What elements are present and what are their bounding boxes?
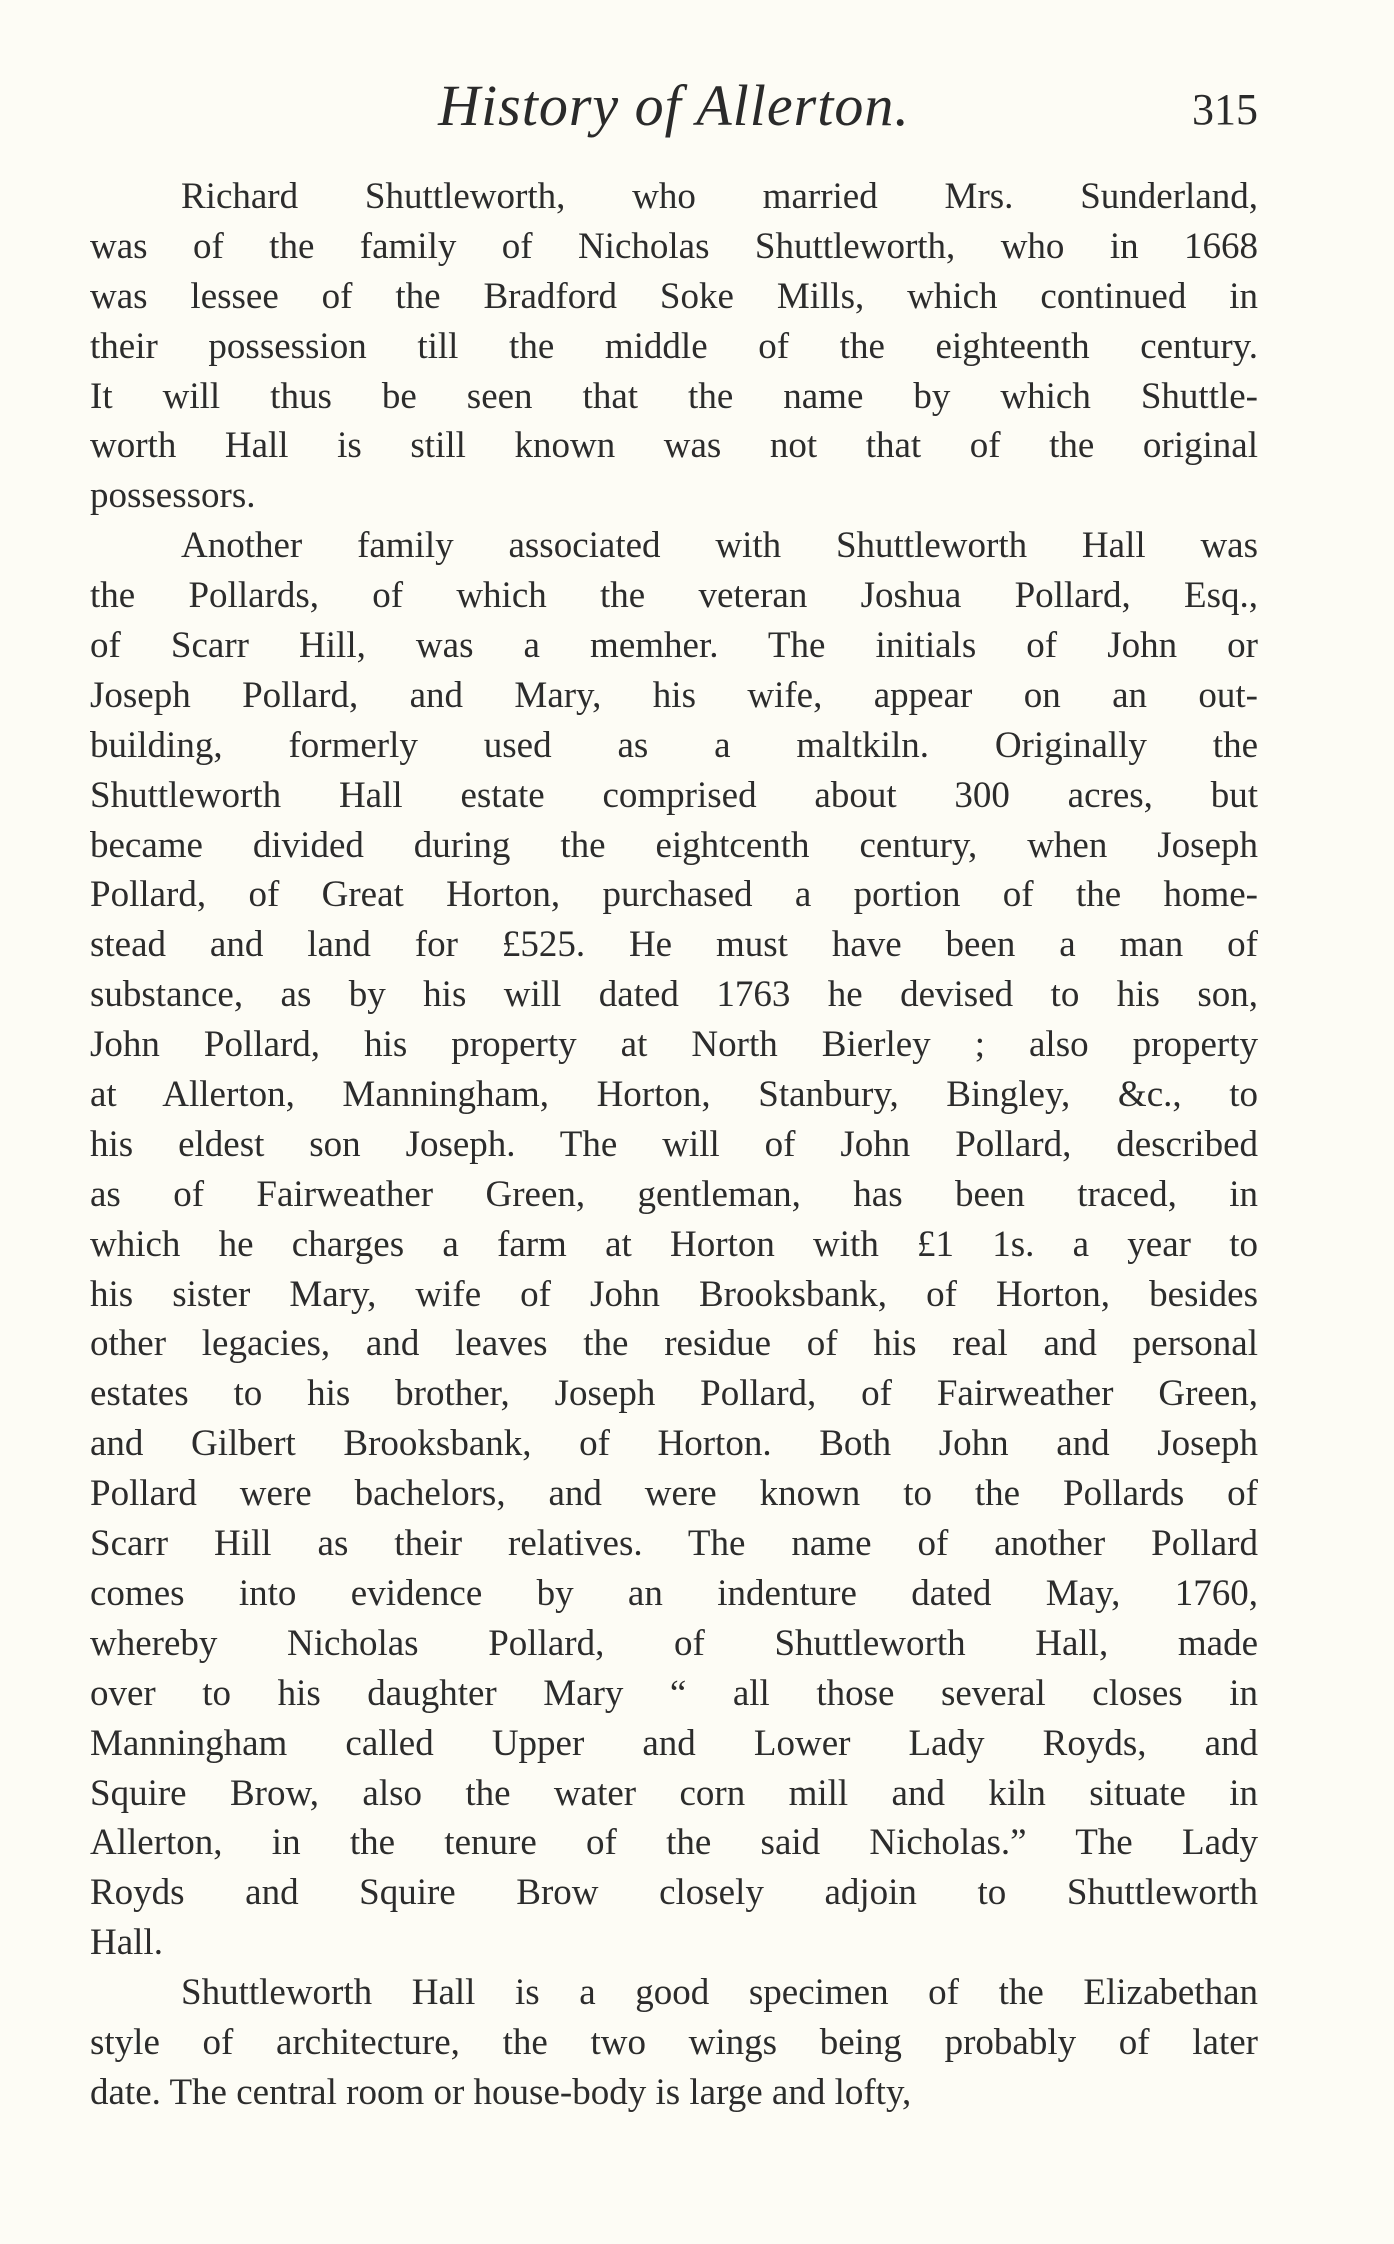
text-line: and Gilbert Brooksbank, of Horton. Both John and Joseph bbox=[90, 1423, 1258, 1465]
text-line: estates to his brother, Joseph Pollard, of Fairweather Green, bbox=[90, 1373, 1258, 1415]
text-line: their possession till the middle of the eighteenth century. bbox=[90, 325, 1258, 367]
text-line: Richard Shuttleworth, who married Mrs. Sunderland, bbox=[181, 176, 1258, 217]
text-line: whereby Nicholas Pollard, of Shuttleworth Hall, made bbox=[90, 1622, 1258, 1664]
text-line: Pollard were bachelors, and were known to the Pollards of bbox=[90, 1473, 1258, 1515]
body-text bbox=[90, 172, 1258, 2118]
text-line: became divided during the eightcenth century, when Joseph bbox=[90, 824, 1258, 866]
text-line: the Pollards, of which the veteran Joshua Pollard, Esq., bbox=[90, 575, 1258, 617]
paragraph bbox=[90, 521, 1258, 1968]
text-line: substance, as by his will dated 1763 he devised to his son, bbox=[90, 974, 1258, 1016]
page-number: 315 bbox=[1192, 85, 1258, 134]
text-line: Shuttleworth Hall is a good specimen of the Elizabethan bbox=[181, 1972, 1258, 2014]
text-line: date. The central room or house-body is large and lofty, bbox=[90, 2071, 912, 2113]
text-line: Squire Brow, also the water corn mill and kiln situate in bbox=[90, 1772, 1258, 1814]
text-line: Joseph Pollard, and Mary, his wife, appear on an out- bbox=[90, 674, 1258, 716]
text-line: It will thus be seen that the name by which Shuttle- bbox=[90, 375, 1258, 417]
text-line: Shuttleworth Hall estate comprised about 300 acres, but bbox=[90, 774, 1258, 816]
text-line: which he charges a farm at Horton with £1 1s. a year to bbox=[90, 1223, 1258, 1265]
text-line: Hall. bbox=[90, 1922, 163, 1964]
text-line: John Pollard, his property at North Bierley ; also property bbox=[90, 1024, 1258, 1066]
text-line: Allerton, in the tenure of the said Nicholas.” The Lady bbox=[90, 1822, 1258, 1864]
text-line: his eldest son Joseph. The will of John Pollard, described bbox=[90, 1123, 1258, 1165]
text-line: Scarr Hill as their relatives. The name of another Pollard bbox=[90, 1523, 1258, 1565]
paragraph bbox=[90, 172, 1258, 521]
text-line: Pollard, of Great Horton, purchased a portion of the home- bbox=[90, 874, 1258, 916]
text-line: of Scarr Hill, was a memher. The initials of John or bbox=[90, 625, 1258, 667]
text-line: style of architecture, the two wings being probably of later bbox=[90, 2021, 1258, 2063]
paragraph bbox=[90, 1968, 1258, 2118]
text-line: over to his daughter Mary “ all those several closes in bbox=[90, 1672, 1258, 1714]
text-line: Another family associated with Shuttleworth Hall was bbox=[181, 525, 1258, 567]
text-line: Manningham called Upper and Lower Lady Royds, and bbox=[90, 1722, 1258, 1764]
page-header bbox=[90, 62, 1258, 152]
text-line: at Allerton, Manningham, Horton, Stanbury, Bingley, &c., to bbox=[90, 1074, 1258, 1116]
text-line: other legacies, and leaves the residue of his real and personal bbox=[90, 1323, 1258, 1365]
text-line: possessors. bbox=[90, 475, 256, 517]
text-line: comes into evidence by an indenture dated May, 1760, bbox=[90, 1572, 1258, 1614]
text-line: stead and land for £525. He must have been a man of bbox=[90, 924, 1258, 966]
text-line: his sister Mary, wife of John Brooksbank, of Horton, besides bbox=[90, 1273, 1258, 1315]
text-line: worth Hall is still known was not that of the original bbox=[90, 425, 1258, 467]
running-title: History of Allerton. bbox=[438, 73, 910, 138]
text-line: building, formerly used as a maltkiln. Originally the bbox=[90, 724, 1258, 766]
text-line: Royds and Squire Brow closely adjoin to Shuttleworth bbox=[90, 1872, 1258, 1914]
text-line: was of the family of Nicholas Shuttleworth, who in 1668 bbox=[90, 225, 1258, 267]
text-line: as of Fairweather Green, gentleman, has been traced, in bbox=[90, 1173, 1258, 1215]
text-line: was lessee of the Bradford Soke Mills, which continued in bbox=[90, 275, 1258, 317]
